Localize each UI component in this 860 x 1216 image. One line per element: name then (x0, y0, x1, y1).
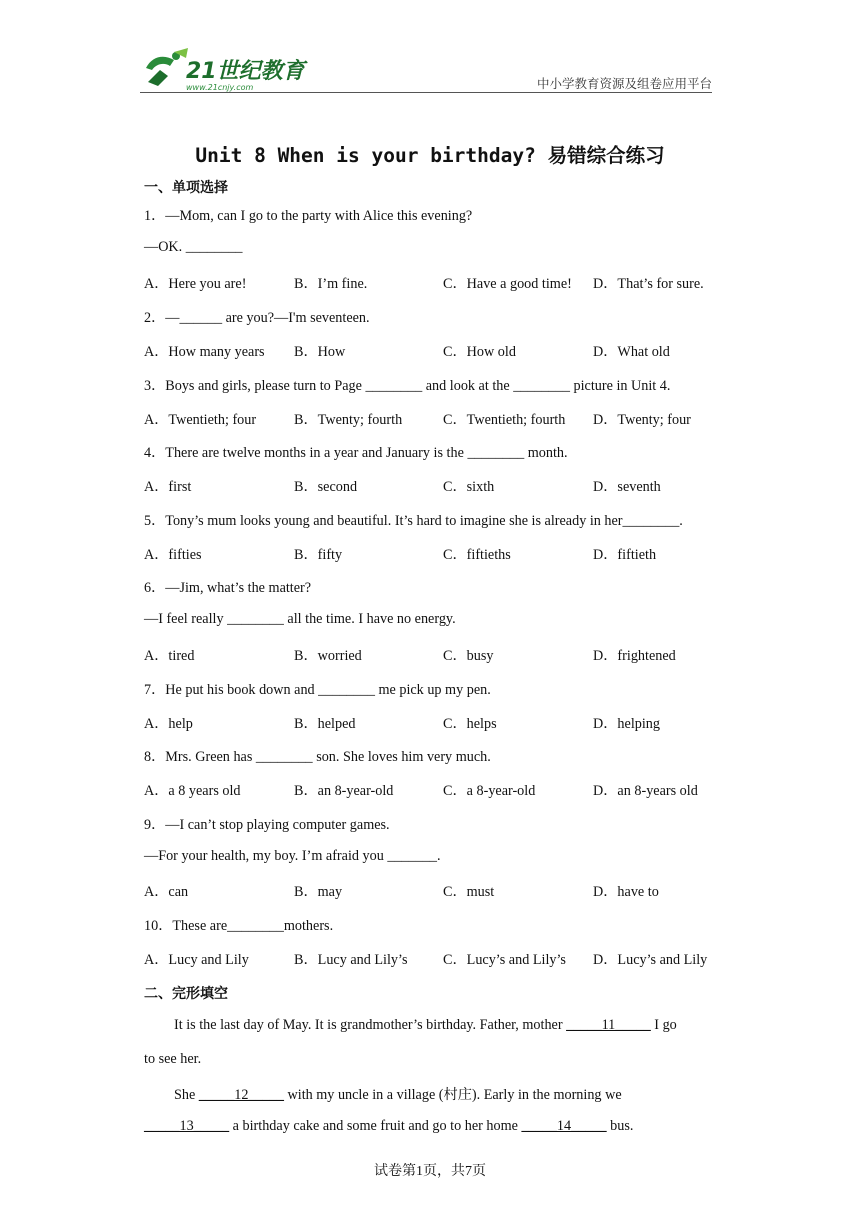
option-c[interactable]: C．Have a good time! (443, 276, 572, 292)
page-footer: 试卷第1页，共7页 (374, 1164, 486, 1179)
cloze-line: to see her. (144, 1051, 202, 1067)
question-stem: 3．Boys and girls, please turn to Page ________ and look at the ________ picture in Unit 4. (144, 378, 671, 394)
option-d[interactable]: D．frightened (593, 648, 676, 664)
page-header (140, 44, 712, 92)
question-stem: 4．There are twelve months in a year and January is the ________ month. (144, 445, 568, 461)
blank-14[interactable]: _____14_____ (521, 1118, 607, 1134)
option-d[interactable]: D．Lucy’s and Lily (593, 952, 708, 968)
option-b[interactable]: B．Twenty; fourth (294, 412, 403, 428)
svg-text:www.21cnjy.com: www.21cnjy.com (186, 83, 254, 92)
option-a[interactable]: A．help (144, 716, 193, 732)
option-c[interactable]: C．fiftieths (443, 547, 511, 563)
question-stem-dialog: —For your health, my boy. I’m afraid you _______. (144, 848, 441, 864)
option-c[interactable]: C．must (443, 884, 495, 900)
option-c[interactable]: C．How old (443, 344, 516, 360)
blank-13[interactable]: _____13_____ (144, 1118, 230, 1134)
option-d[interactable]: D．an 8-years old (593, 783, 698, 799)
option-d[interactable]: D．have to (593, 884, 659, 900)
option-b[interactable]: B．helped (294, 716, 356, 732)
option-c[interactable]: C．Lucy’s and Lily’s (443, 952, 566, 968)
page-title: Unit 8 When is your birthday? 易错综合练习 (195, 144, 665, 167)
option-a[interactable]: A．Here you are! (144, 276, 247, 292)
option-c[interactable]: C．a 8-year-old (443, 783, 536, 799)
option-d[interactable]: D．What old (593, 344, 670, 360)
section-heading-single-choice: 一、单项选择 (144, 180, 228, 196)
option-b[interactable]: B．How (294, 344, 346, 360)
svg-text:21世纪教育: 21世纪教育 (186, 59, 305, 84)
option-b[interactable]: B．worried (294, 648, 362, 664)
option-b[interactable]: B．may (294, 884, 343, 900)
option-a[interactable]: A．a 8 years old (144, 783, 241, 799)
question-stem: 6．—Jim, what’s the matter? (144, 580, 312, 596)
option-c[interactable]: C．helps (443, 716, 497, 732)
option-d[interactable]: D．fiftieth (593, 547, 657, 563)
question-stem: 2．—______ are you?—I'm seventeen. (144, 310, 370, 326)
question-stem: 9．—I can’t stop playing computer games. (144, 817, 390, 833)
option-d[interactable]: D．That’s for sure. (593, 276, 704, 292)
question-stem-dialog: —I feel really ________ all the time. I have no energy. (144, 611, 456, 627)
option-b[interactable]: B．Lucy and Lily’s (294, 952, 408, 968)
cloze-line (174, 1017, 677, 1034)
option-d[interactable]: D．helping (593, 716, 660, 732)
cloze-text: with my uncle in a village (村庄). Early in the morning we (283, 1087, 622, 1103)
cloze-line (144, 1118, 633, 1135)
section-heading-cloze: 二、完形填空 (144, 986, 228, 1002)
platform-label: 中小学教育资源及组卷应用平台 (536, 76, 712, 91)
option-a[interactable]: A．fifties (144, 547, 202, 563)
cloze-text: I go (650, 1017, 677, 1033)
option-b[interactable]: B．I’m fine. (294, 276, 368, 292)
cloze-text: bus. (606, 1118, 634, 1134)
option-c[interactable]: C．Twentieth; fourth (443, 412, 566, 428)
option-b[interactable]: B．fifty (294, 547, 343, 563)
header-divider (140, 92, 712, 93)
option-d[interactable]: D．seventh (593, 479, 661, 495)
cloze-text: a birthday cake and some fruit and go to her home (229, 1118, 522, 1134)
option-a[interactable]: A．first (144, 479, 192, 495)
option-d[interactable]: D．Twenty; four (593, 412, 691, 428)
option-a[interactable]: A．Lucy and Lily (144, 952, 249, 968)
option-c[interactable]: C．sixth (443, 479, 495, 495)
blank-11[interactable]: _____11_____ (566, 1017, 651, 1033)
option-c[interactable]: C．busy (443, 648, 494, 664)
blank-12[interactable]: _____12_____ (198, 1087, 284, 1103)
question-stem: 1．—Mom, can I go to the party with Alice this evening? (144, 208, 473, 224)
question-stem: 7．He put his book down and ________ me pick up my pen. (144, 682, 491, 698)
question-stem: 5．Tony’s mum looks young and beautiful. It’s hard to imagine she is already in her________. (144, 513, 683, 529)
option-b[interactable]: B．an 8-year-old (294, 783, 394, 799)
question-stem: 10．These are________mothers. (144, 918, 334, 934)
option-b[interactable]: B．second (294, 479, 358, 495)
cloze-line (174, 1084, 622, 1104)
question-stem-dialog: —OK. ________ (144, 239, 243, 255)
option-a[interactable]: A．How many years (144, 344, 265, 360)
cloze-text: It is the last day of May. It is grandmother’s birthday. Father, mother (174, 1017, 567, 1033)
option-a[interactable]: A．Twentieth; four (144, 412, 257, 428)
option-a[interactable]: A．tired (144, 648, 195, 664)
question-stem: 8．Mrs. Green has ________ son. She loves him very much. (144, 749, 491, 765)
cloze-text: She (174, 1087, 199, 1103)
logo-icon (140, 48, 310, 94)
option-a[interactable]: A．can (144, 884, 189, 900)
